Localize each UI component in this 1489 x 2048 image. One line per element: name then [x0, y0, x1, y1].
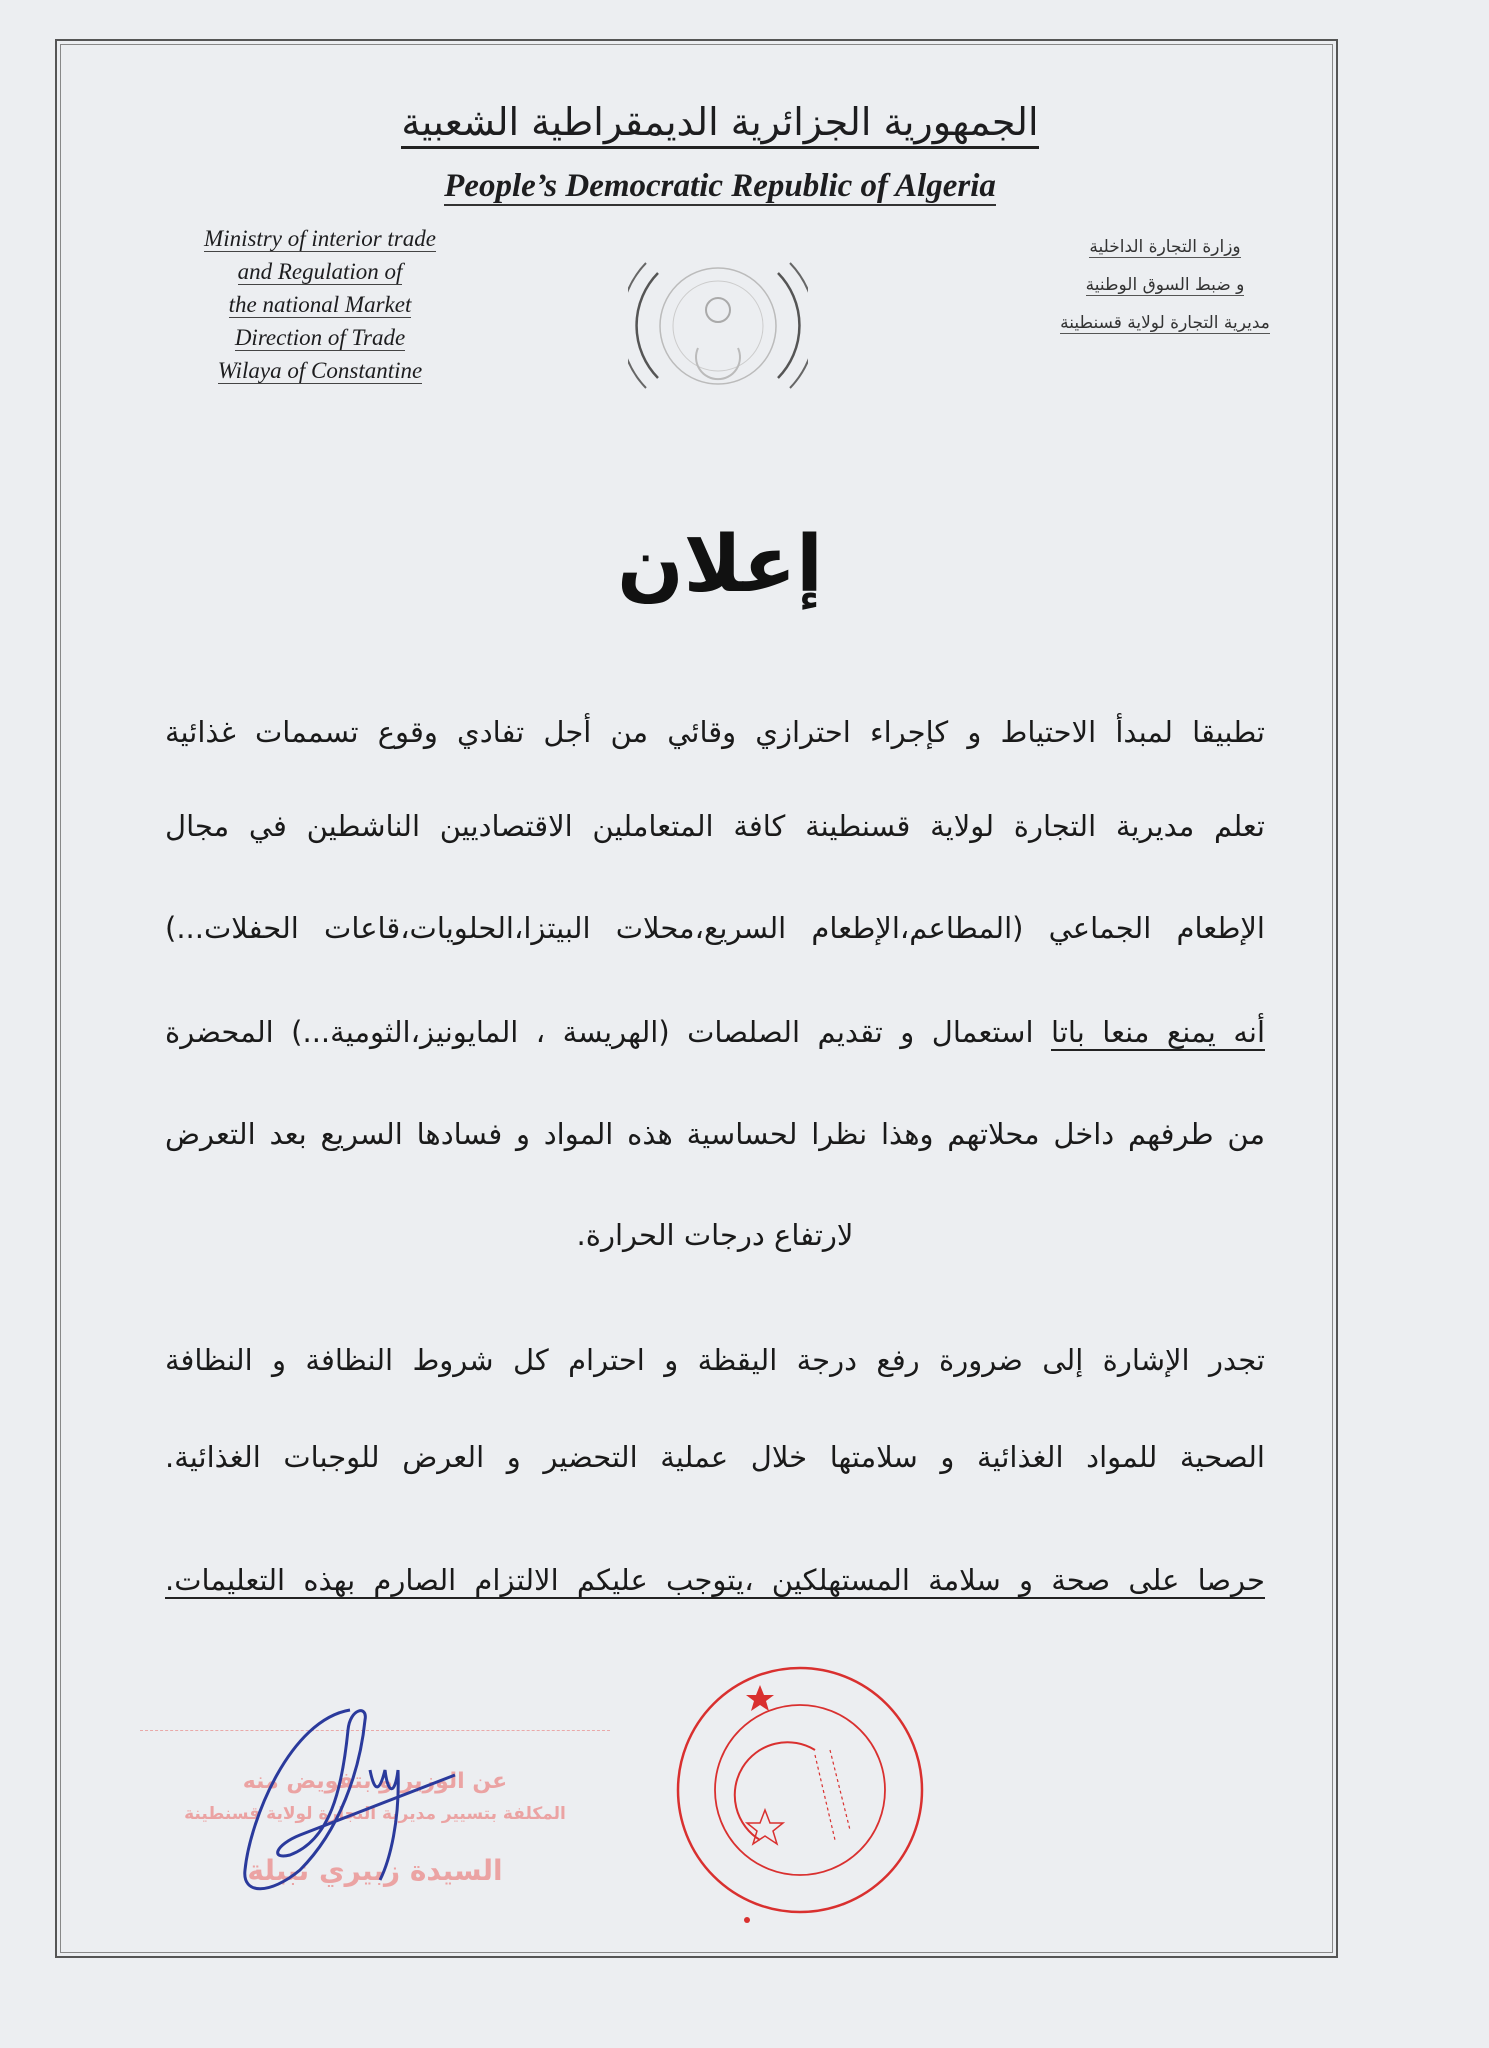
- ministry-line: the national Market: [228, 292, 412, 317]
- ministry-line-ar: و ضبط السوق الوطنية: [1085, 275, 1245, 295]
- ministry-block-english: [160, 222, 480, 387]
- notice-title: إعلان: [617, 520, 823, 610]
- notice-line: من طرفهم داخل محلاتهم وهذا نظرا لحساسية هذه المواد و فسادها السريع بعد التعرض: [165, 1117, 1265, 1151]
- stamp-name: السيدة زبيري نبيلة: [247, 1854, 503, 1887]
- notice-line: الإطعام الجماعي (المطاعم،الإطعام السريع،محلات البيتزا،الحلويات،قاعات الحفلات...): [165, 911, 1265, 945]
- notice-line-closing: [165, 1560, 1265, 1600]
- signature-icon: [230, 1700, 490, 1900]
- notice-line: تجدر الإشارة إلى ضرورة رفع درجة اليقظة و احترام كل شروط النظافة و النظافة: [165, 1343, 1265, 1377]
- ministry-line-ar: وزارة التجارة الداخلية: [1089, 237, 1241, 257]
- ministry-line: Direction of Trade: [234, 325, 406, 350]
- prohibition-emphasis: أنه يمنع منعا باتا: [1051, 1015, 1266, 1049]
- official-round-stamp-icon: [665, 1660, 935, 1930]
- notice-line: تطبيقا لمبدأ الاحتياط و كإجراء احترازي وقائي من أجل تفادي وقوع تسممات غذائية: [165, 715, 1265, 749]
- notice-line-rest: استعمال و تقديم الصلصات (الهريسة ، المايونيز،الثومية...) المحضرة: [165, 1015, 1034, 1049]
- english-title-text: People’s Democratic Republic of Algeria: [444, 168, 996, 204]
- ministry-line: Wilaya of Constantine: [217, 358, 423, 383]
- closing-text: حرصا على صحة و سلامة المستهلكين ،يتوجب عليكم الالتزام الصارم بهذه التعليمات.: [165, 1563, 1265, 1597]
- emblem-icon: [628, 238, 808, 408]
- notice-line: تعلم مديرية التجارة لولاية قسنطينة كافة المتعاملين الاقتصاديين الناشطين في مجال: [165, 809, 1265, 843]
- notice-line-prohibition: [165, 1012, 1265, 1052]
- notice-line: لارتفاع درجات الحرارة.: [576, 1218, 854, 1252]
- ministry-block-arabic: [1010, 228, 1320, 342]
- arabic-title-text: الجمهورية الجزائرية الديمقراطية الشعبية: [401, 100, 1038, 149]
- ministry-line-ar: مديرية التجارة لولاية قسنطينة: [1060, 313, 1270, 333]
- stamp-line: المكلفة بتسيير مديرية التجارة لولاية قسنطينة: [184, 1804, 566, 1824]
- english-state-title: [330, 168, 1110, 205]
- notice-line: الصحية للمواد الغذائية و سلامتها خلال عملية التحضير و العرض للوجبات الغذائية.: [165, 1440, 1265, 1474]
- ministry-line: and Regulation of: [237, 259, 403, 284]
- stamp-line: عن الوزير و بتفويض منه: [242, 1769, 508, 1794]
- ministry-line: Ministry of interior trade: [204, 226, 436, 251]
- arabic-state-title: [280, 92, 1160, 152]
